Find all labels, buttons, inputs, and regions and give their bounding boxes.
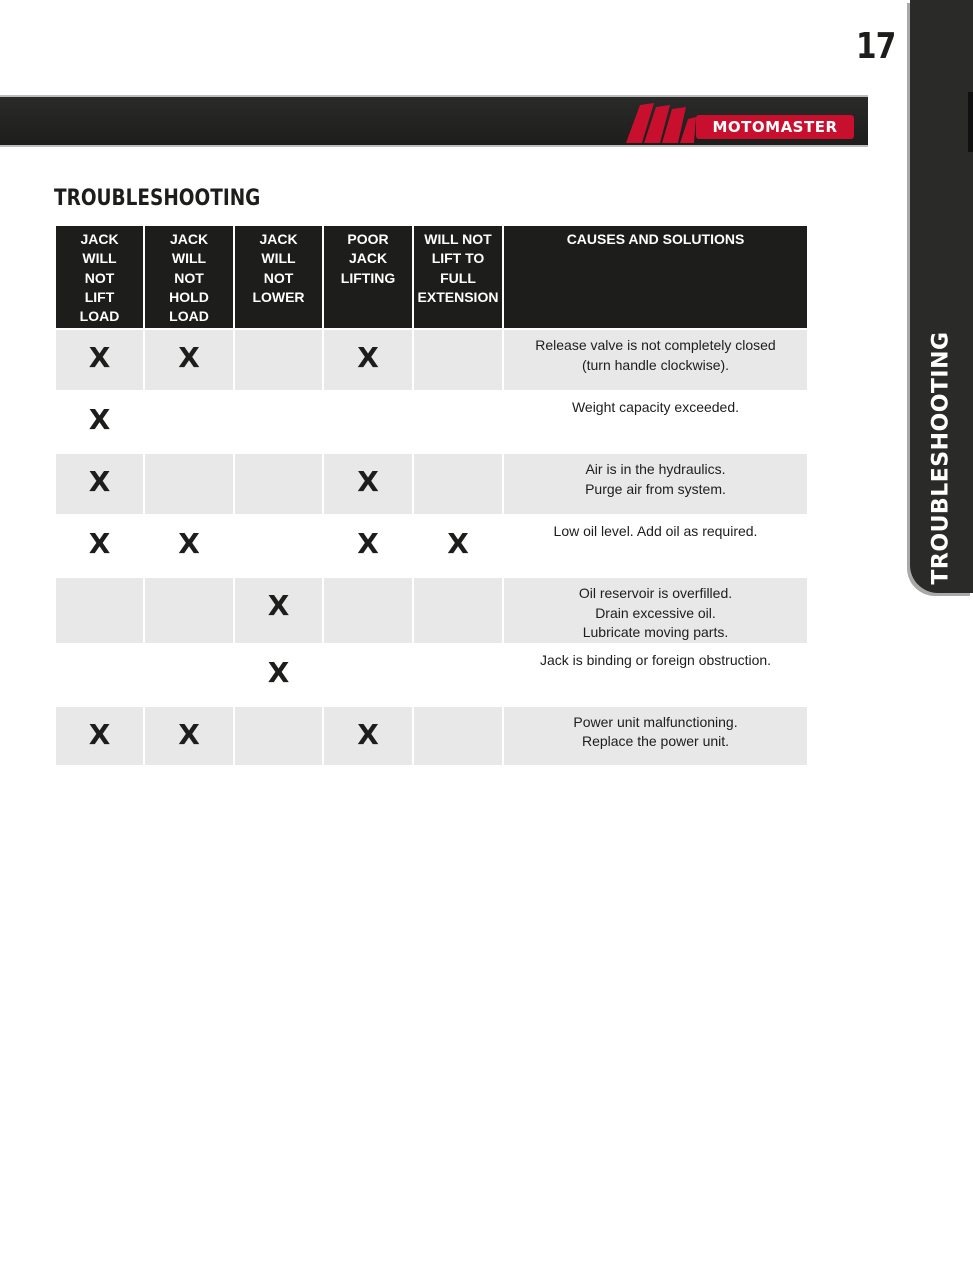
column-header [414, 226, 504, 330]
side-tab-label: TROUBLESHOOTING [928, 331, 954, 585]
table-row [56, 454, 807, 516]
table-row [56, 645, 807, 707]
cause-text: Low oil level. Add oil as required. [553, 523, 758, 539]
symptom-mark: X [88, 465, 111, 498]
column-header-label: JACK WILL NOT HOLD LOAD [169, 231, 209, 325]
symptom-mark: X [88, 717, 111, 751]
symptom-mark: X [357, 717, 379, 751]
symptom-cell [235, 645, 324, 707]
symptom-mark: X [178, 341, 200, 374]
column-header-label: JACK WILL NOT LIFT LOAD [79, 231, 120, 325]
column-header [145, 226, 235, 330]
table-row [56, 516, 807, 578]
symptom-cell [324, 392, 414, 454]
symptom-cell [145, 645, 235, 707]
symptom-cell [414, 516, 504, 578]
column-header [56, 226, 145, 330]
symptom-cell [414, 645, 504, 707]
symptom-cell [56, 578, 145, 645]
symptom-mark: X [447, 527, 469, 560]
motomaster-logo [626, 101, 854, 143]
cause-text: Power unit malfunctioning. Replace the power unit. [573, 713, 738, 749]
cause-cell [504, 707, 807, 767]
symptom-cell [56, 645, 145, 707]
symptom-mark: X [357, 527, 379, 560]
symptom-cell [145, 707, 235, 767]
side-tab-notch [968, 92, 973, 152]
symptom-mark: X [267, 589, 290, 622]
symptom-mark: X [357, 341, 379, 374]
symptom-cell [324, 707, 414, 767]
column-header-label: POOR JACK LIFTING [340, 231, 396, 286]
symptom-cell [145, 516, 235, 578]
cause-cell [504, 578, 807, 645]
symptom-cell [235, 707, 324, 767]
symptom-cell [324, 578, 414, 645]
troubleshooting-table [56, 226, 807, 767]
symptom-cell [235, 516, 324, 578]
symptom-cell [235, 454, 324, 516]
symptom-mark: X [357, 465, 379, 498]
symptom-cell [145, 454, 235, 516]
column-header-label: CAUSES AND SOLUTIONS [566, 231, 745, 247]
symptom-cell [235, 392, 324, 454]
column-header [235, 226, 324, 330]
table-body [56, 330, 807, 767]
symptom-cell [235, 330, 324, 392]
cause-cell [504, 330, 807, 392]
symptom-cell [56, 707, 145, 767]
symptom-cell [414, 454, 504, 516]
symptom-cell [414, 578, 504, 645]
column-header [324, 226, 414, 330]
cause-cell [504, 516, 807, 578]
table-row [56, 707, 807, 767]
symptom-cell [324, 454, 414, 516]
cause-cell [504, 392, 807, 454]
symptom-mark: X [88, 403, 111, 436]
cause-cell [504, 454, 807, 516]
cause-text: Weight capacity exceeded. [571, 399, 740, 415]
symptom-cell [414, 330, 504, 392]
motomaster-m-icon [626, 101, 696, 143]
symptom-cell [235, 578, 324, 645]
symptom-mark: X [88, 341, 111, 374]
table-row [56, 392, 807, 454]
cause-text: Oil reservoir is overfilled. Drain excessive oil. Lubricate moving parts. [578, 585, 733, 640]
column-header [504, 226, 807, 330]
symptom-mark: X [88, 527, 111, 560]
section-title: TROUBLESHOOTING [54, 186, 261, 211]
symptom-cell [324, 645, 414, 707]
cause-text: Air is in the hydraulics. Purge air from system. [585, 461, 726, 497]
symptom-cell [56, 392, 145, 454]
symptom-cell [414, 392, 504, 454]
symptom-mark: X [178, 717, 200, 751]
table-row [56, 330, 807, 392]
brand-wordmark: MOTOMASTER [696, 115, 854, 139]
column-header-label: JACK WILL NOT LOWER [252, 231, 305, 305]
symptom-cell [56, 330, 145, 392]
symptom-mark: X [178, 527, 200, 560]
page-number: 17 [856, 26, 896, 67]
symptom-cell [56, 454, 145, 516]
symptom-cell [145, 578, 235, 645]
table-header-row [56, 226, 807, 330]
cause-cell [504, 645, 807, 707]
cause-text: Jack is binding or foreign obstruction. [539, 651, 772, 668]
symptom-cell [324, 330, 414, 392]
symptom-cell [145, 392, 235, 454]
table-row [56, 578, 807, 645]
symptom-cell [145, 330, 235, 392]
column-header-label: WILL NOT LIFT TO FULL EXTENSION [417, 231, 499, 305]
symptom-cell [56, 516, 145, 578]
symptom-mark: X [267, 655, 290, 689]
symptom-cell [414, 707, 504, 767]
symptom-cell [324, 516, 414, 578]
cause-text: Release valve is not completely closed (turn handle clockwise). [535, 337, 776, 373]
